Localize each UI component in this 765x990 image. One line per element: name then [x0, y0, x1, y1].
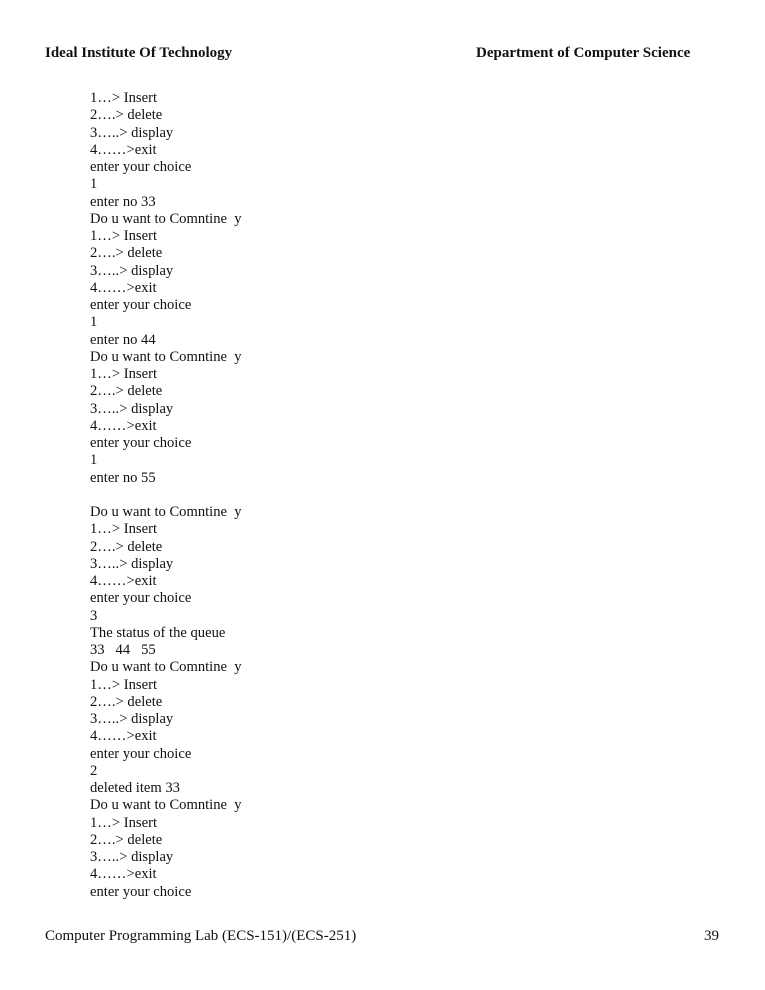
output-line: enter your choice: [90, 435, 192, 451]
output-line: enter your choice: [90, 159, 192, 175]
output-line: 1…> Insert: [90, 814, 157, 831]
output-line: 2….> delete: [90, 831, 163, 848]
output-line: 2….> delete: [90, 383, 163, 400]
output-line: 3…..> display: [90, 262, 174, 279]
output-line: Do u want to Comntine y: [90, 348, 242, 365]
output-line: 2….> delete: [90, 538, 163, 555]
output-line: enter no 44: [90, 331, 156, 348]
course-title: Computer Programming Lab (ECS-151)/(ECS-251): [45, 928, 357, 944]
output-line: 2….> delete: [90, 693, 163, 710]
output-line: 3: [90, 607, 98, 624]
output-line: 1…> Insert: [90, 366, 157, 382]
output-line: 4……>exit: [90, 417, 157, 434]
output-line: enter no 55: [90, 469, 156, 486]
output-line: 4……>exit: [90, 279, 157, 296]
institute-name: Ideal Institute Of Technology: [45, 45, 233, 61]
output-line: [90, 487, 242, 504]
output-line: 3…..> display: [90, 711, 174, 727]
output-line: 2….> delete: [90, 107, 163, 124]
output-line: 1: [90, 176, 98, 193]
output-line: 3…..> display: [90, 849, 174, 865]
department-name: Department of Computer Science: [476, 45, 691, 61]
output-line: 1: [90, 314, 98, 331]
output-line: 3…..> display: [90, 124, 174, 141]
output-line: 1…> Insert: [90, 676, 157, 693]
output-line: enter your choice: [90, 883, 192, 900]
output-line: 1…> Insert: [90, 228, 157, 244]
page-number: 39: [704, 928, 719, 944]
output-line: 3…..> display: [90, 400, 174, 417]
output-line: 2: [90, 762, 98, 779]
output-line: Do u want to Comntine y: [90, 659, 242, 676]
output-line: 3…..> display: [90, 555, 174, 572]
output-line: enter no 33: [90, 193, 156, 210]
output-line: Do u want to Comntine y: [90, 504, 242, 520]
output-line: enter your choice: [90, 590, 192, 607]
output-line: deleted item 33: [90, 780, 180, 796]
output-line: 1…> Insert: [90, 90, 157, 106]
output-line: The status of the queue: [90, 624, 226, 641]
program-output: [90, 90, 242, 901]
output-line: 2….> delete: [90, 245, 163, 262]
output-line: 4……>exit: [90, 866, 157, 883]
output-line: Do u want to Comntine y: [90, 797, 242, 814]
output-line: 1…> Insert: [90, 521, 157, 538]
output-line: 4……>exit: [90, 573, 157, 589]
output-line: enter your choice: [90, 297, 192, 313]
output-line: enter your choice: [90, 745, 192, 762]
output-line: 4……>exit: [90, 141, 157, 158]
output-line: 33 44 55: [90, 642, 156, 658]
output-line: Do u want to Comntine y: [90, 210, 242, 227]
output-line: 4……>exit: [90, 728, 157, 745]
output-line: 1: [90, 452, 98, 469]
